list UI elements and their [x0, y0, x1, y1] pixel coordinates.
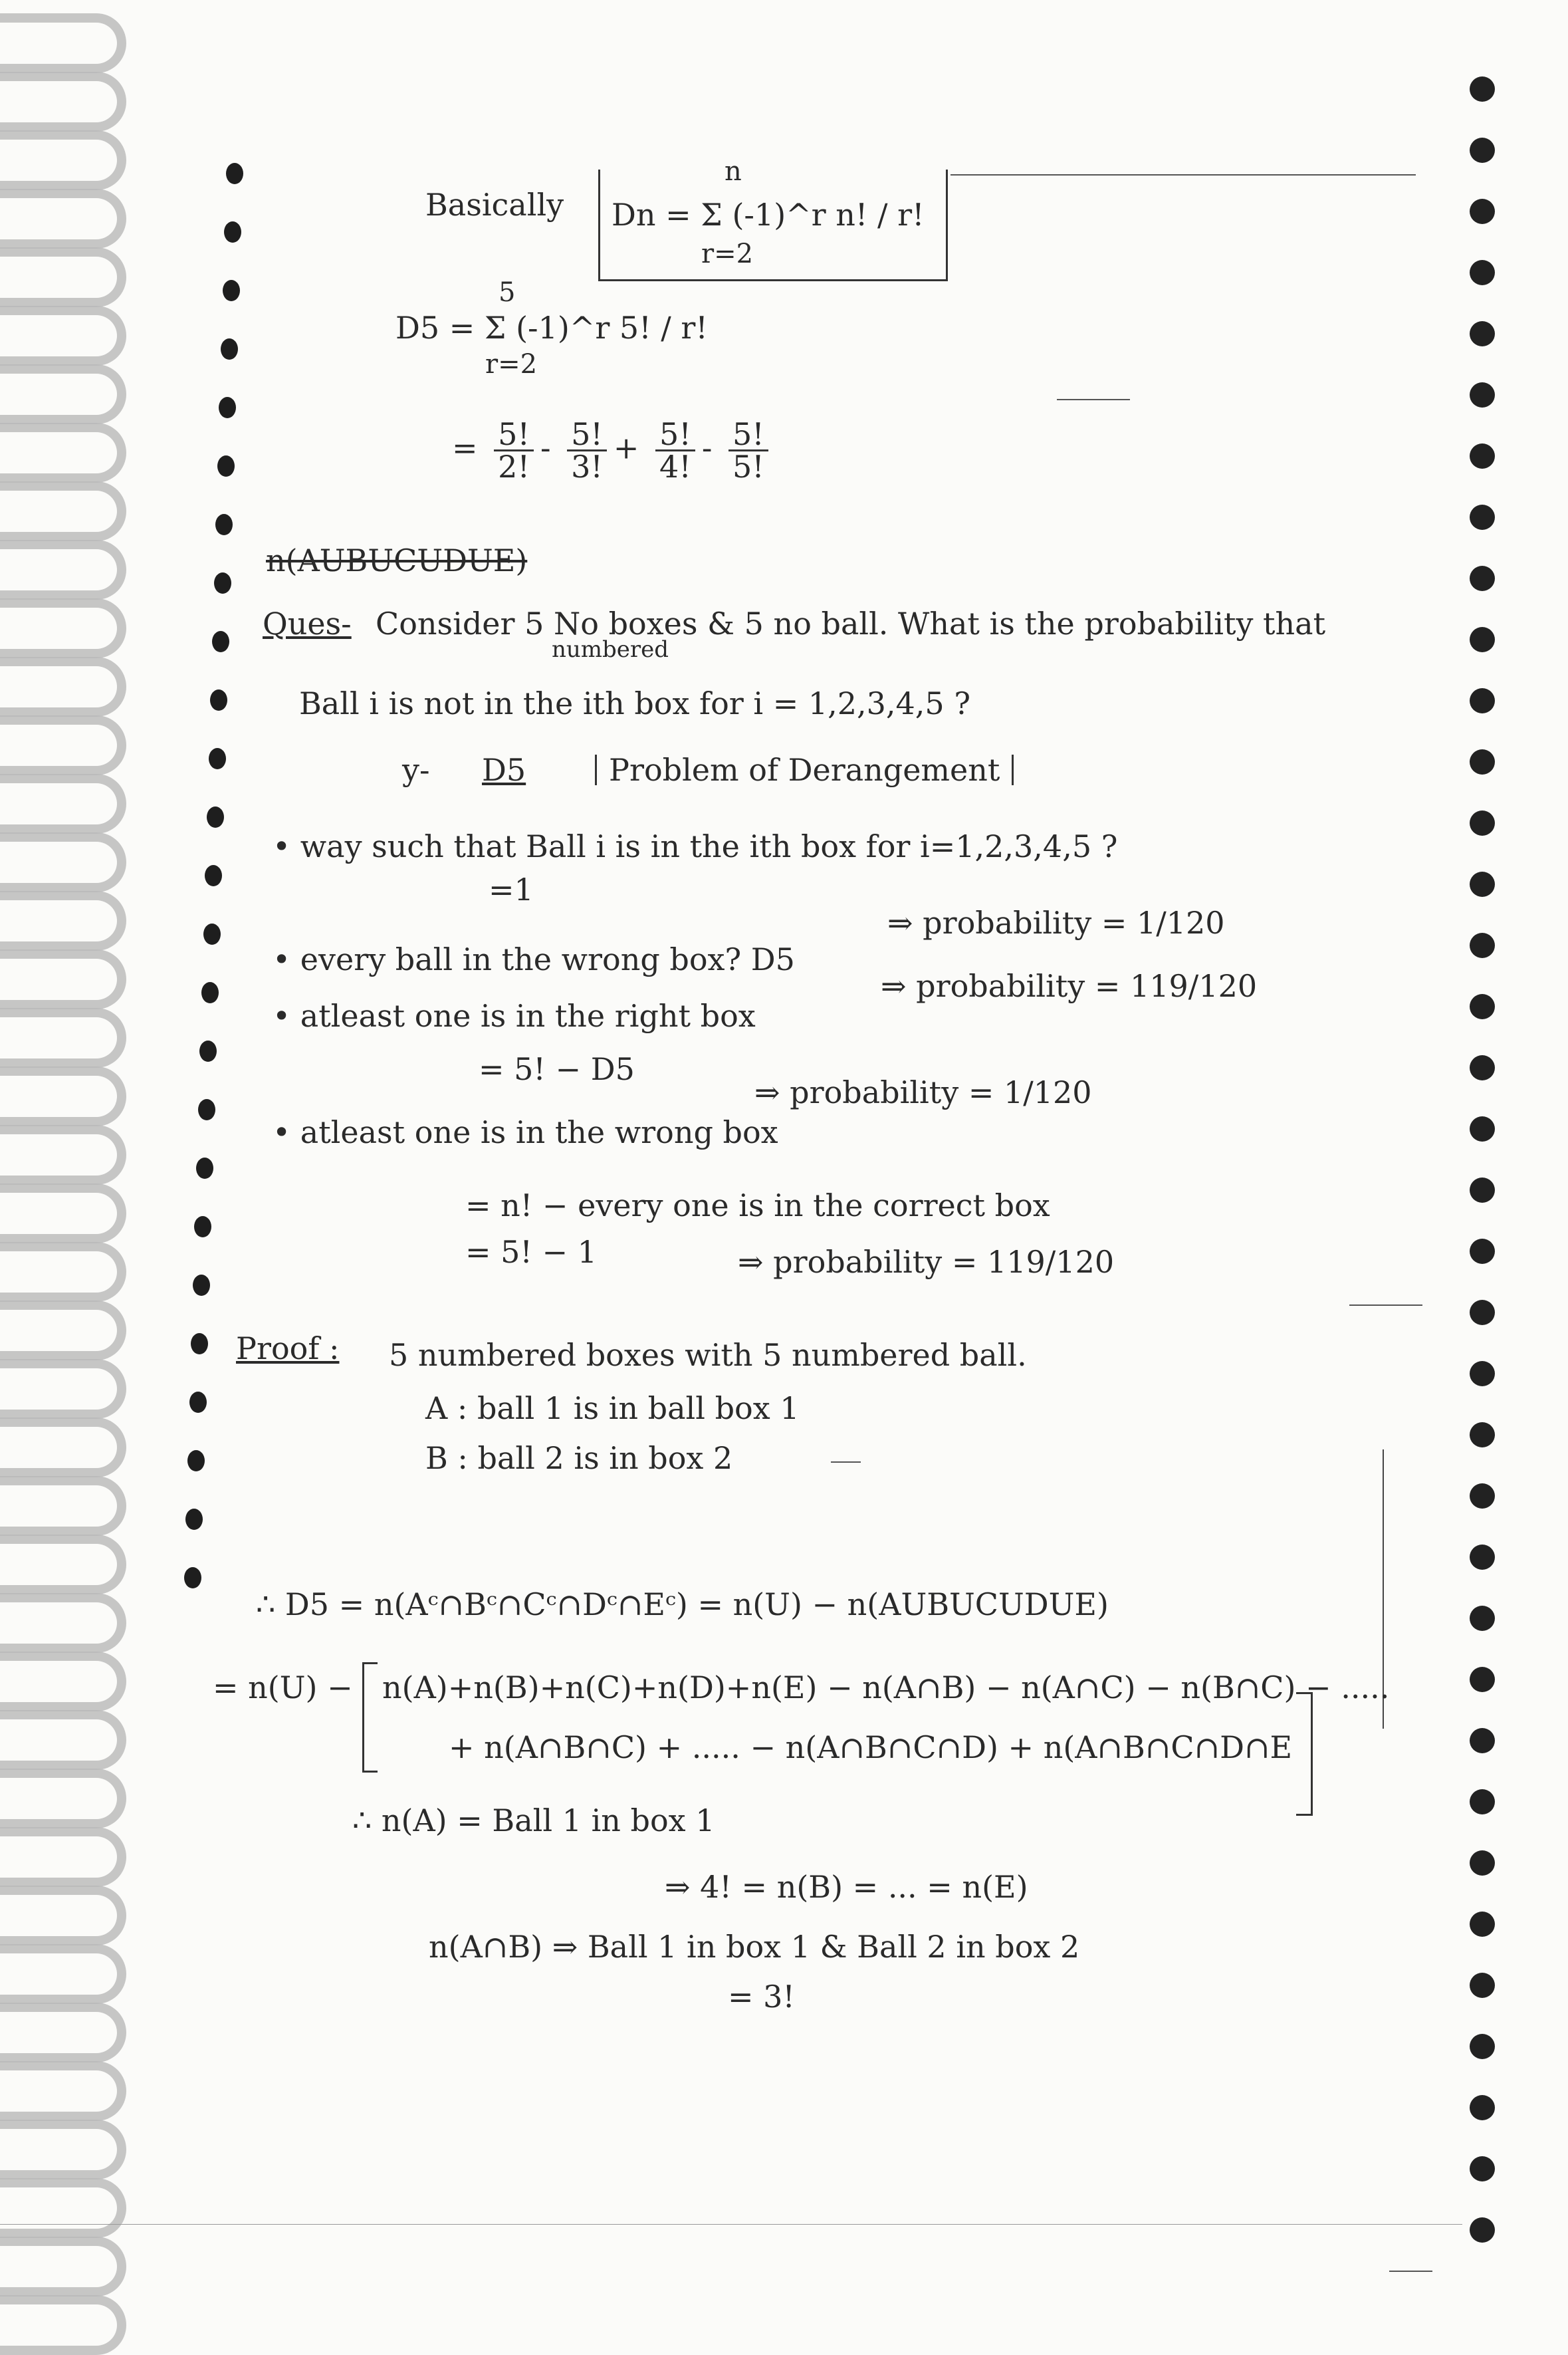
question-label: Ques- — [263, 606, 352, 642]
perforation-dot — [1470, 1912, 1495, 1937]
perforation-dot — [1470, 2095, 1495, 2120]
spiral-coil — [0, 1827, 126, 1887]
bullet-2-prob: ⇒ probability = 119/120 — [881, 968, 1258, 1004]
punch-hole — [191, 1333, 208, 1354]
spiral-coil — [0, 2003, 126, 2062]
bullet-3-value: = 5! − D5 — [479, 1051, 635, 1087]
punch-hole — [201, 982, 219, 1003]
spiral-coil — [0, 657, 126, 717]
spiral-coil — [0, 540, 126, 600]
answer-d5: D5 — [482, 752, 526, 788]
punch-hole — [215, 514, 233, 535]
bottom-rule — [0, 2224, 1462, 2225]
spiral-coil — [0, 774, 126, 834]
d5-formula: D5 = Σ (-1)^r 5! / r! — [395, 310, 708, 346]
spiral-coil — [0, 2295, 126, 2355]
spiral-coil — [0, 891, 126, 951]
spiral-coil — [0, 1476, 126, 1536]
d5-sum-upper: 5 — [499, 277, 516, 308]
punch-hole — [205, 865, 222, 886]
sum-upper: n — [725, 156, 742, 187]
punch-hole — [212, 631, 229, 652]
event-a: A : ball 1 is in ball box 1 — [425, 1390, 800, 1426]
spiral-coil — [0, 1301, 126, 1360]
d5-sum-lower: r=2 — [485, 349, 538, 380]
spiral-coil — [0, 1944, 126, 2004]
spiral-coil — [0, 2237, 126, 2296]
spiral-coil — [0, 715, 126, 775]
bullet-4-prob: ⇒ probability = 119/120 — [738, 1244, 1115, 1280]
perforation-dot — [1470, 199, 1495, 224]
punch-hole — [210, 689, 227, 711]
spiral-coil — [0, 13, 126, 73]
spiral-coil — [0, 423, 126, 483]
perforation-dot — [1470, 1055, 1495, 1080]
spiral-coil — [0, 306, 126, 366]
punch-hole — [217, 455, 235, 477]
answer-prefix: y- — [402, 752, 430, 788]
spiral-coil — [0, 1418, 126, 1477]
perforation-dot — [1470, 1973, 1495, 1998]
perforation-dot — [1470, 505, 1495, 530]
struck-union: n(AUBUCUDUE) — [266, 543, 528, 578]
nab-line: n(A∩B) ⇒ Ball 1 in box 1 & Ball 2 in box 2 — [429, 1929, 1080, 1965]
spiral-coil — [0, 72, 126, 132]
d5-expansion: = $\frac{5!}{2!}$ - $\frac{5!}{3!}$ + $\frac{5!}{4!}$ - $\frac{5!}{5!}$ — [452, 419, 775, 482]
top-rule — [951, 174, 1416, 176]
perforation-dot — [1470, 443, 1495, 469]
spiral-coil — [0, 1886, 126, 1945]
spiral-coil — [0, 598, 126, 658]
perforation-dot — [1470, 2156, 1495, 2181]
perforation-dot — [1470, 994, 1495, 1019]
punch-hole — [219, 397, 236, 418]
spiral-coil — [0, 364, 126, 424]
spiral-coil — [0, 247, 126, 307]
perforation-dot — [1470, 260, 1495, 285]
spiral-coil — [0, 1535, 126, 1594]
perforation-dot — [1470, 1667, 1495, 1692]
spiral-coil — [0, 1710, 126, 1770]
perforation-dot — [1470, 382, 1495, 408]
perforation-dot — [1470, 749, 1495, 775]
bullet-4-value-2: = 5! − 1 — [465, 1234, 597, 1270]
perforation-dot — [1470, 1545, 1495, 1570]
perforation-dot — [1470, 2034, 1495, 2059]
dash-mark-4 — [1389, 2271, 1432, 2272]
dn-formula: Dn = Σ (-1)^r n! / r! — [612, 197, 925, 233]
punch-hole — [187, 1450, 205, 1471]
perforation-dot — [1470, 1239, 1495, 1264]
spiral-coil — [0, 1769, 126, 1828]
basically-label: Basically — [425, 187, 564, 223]
perforation-dot — [1470, 1422, 1495, 1447]
proof-intro: 5 numbered boxes with 5 numbered ball. — [389, 1337, 1027, 1373]
bracket-left — [362, 1662, 378, 1773]
equation-1: ∴ D5 = n(Aᶜ∩Bᶜ∩Cᶜ∩Dᶜ∩Eᶜ) = n(U) − n(AUBUCUDUE) — [256, 1586, 1109, 1622]
punch-hole — [226, 163, 243, 184]
perforation-dot — [1470, 688, 1495, 713]
spiral-coil — [0, 1066, 126, 1126]
spiral-coil — [0, 1183, 126, 1243]
bullet-1-value: =1 — [489, 872, 534, 908]
na-line-2: ⇒ 4! = n(B) = ... = n(E) — [665, 1869, 1028, 1905]
punch-hole — [199, 1041, 217, 1062]
question-text-1: Consider 5 No boxes & 5 no ball. What is the probability that — [376, 606, 1326, 642]
perforation-dot — [1470, 1606, 1495, 1631]
punch-hole — [196, 1158, 213, 1179]
bracket-right — [1296, 1692, 1313, 1816]
perforation-dot — [1470, 1116, 1495, 1142]
punch-hole — [193, 1275, 210, 1296]
perforation-dot — [1470, 810, 1495, 836]
punch-hole — [221, 338, 238, 360]
spiral-coil — [0, 1008, 126, 1068]
proof-label: Proof : — [236, 1330, 340, 1366]
bullet-3-prob: ⇒ probability = 1/120 — [754, 1074, 1092, 1110]
spiral-coil — [0, 1652, 126, 1711]
bullet-4: • atleast one is in the wrong box — [273, 1114, 778, 1150]
punch-hole — [194, 1216, 211, 1237]
perforation-dot — [1470, 138, 1495, 163]
perforation-dot — [1470, 933, 1495, 958]
perforation-dot — [1470, 1361, 1495, 1386]
equation-2-prefix: = n(U) − — [213, 1670, 353, 1705]
dash-mark — [1057, 399, 1130, 400]
perforation-dot — [1470, 1728, 1495, 1753]
perforation-dot — [1470, 1850, 1495, 1876]
na-line: ∴ n(A) = Ball 1 in box 1 — [352, 1802, 715, 1838]
spiral-coil — [0, 1593, 126, 1653]
dash-mark-2 — [1349, 1304, 1422, 1306]
spiral-coil — [0, 1125, 126, 1185]
spiral-coil — [0, 481, 126, 541]
bullet-2: • every ball in the wrong box? D5 — [273, 941, 795, 977]
bullet-1-prob: ⇒ probability = 1/120 — [887, 905, 1225, 941]
punch-hole — [184, 1567, 201, 1588]
spiral-binding — [0, 0, 173, 2333]
punch-hole — [223, 280, 240, 301]
punch-hole — [224, 221, 241, 243]
numbered-note: numbered — [552, 636, 669, 663]
perforation-dot — [1470, 1178, 1495, 1203]
bullet-3: • atleast one is in the right box — [273, 998, 756, 1034]
punch-hole — [198, 1099, 215, 1120]
punch-hole — [185, 1509, 203, 1530]
equation-2-line-2: + n(A∩B∩C) + ..... − n(A∩B∩C∩D) + n(A∩B∩C∩D∩E — [449, 1729, 1293, 1765]
perforation-dot — [1470, 321, 1495, 346]
punch-hole — [207, 806, 224, 828]
bullet-1: • way such that Ball i is in the ith box for i=1,2,3,4,5 ? — [273, 828, 1118, 864]
spiral-coil — [0, 189, 126, 249]
spiral-coil — [0, 130, 126, 190]
perforation-dot — [1470, 1789, 1495, 1814]
punch-hole — [189, 1392, 207, 1413]
perforation-dot — [1470, 2217, 1495, 2243]
spiral-coil — [0, 1242, 126, 1302]
question-text-2: Ball i is not in the ith box for i = 1,2,3,4,5 ? — [299, 685, 970, 721]
spiral-coil — [0, 1359, 126, 1419]
derangement-note: Problem of Derangement — [595, 755, 1014, 785]
spiral-coil — [0, 2061, 126, 2121]
perforation-dot — [1470, 1300, 1495, 1325]
perforation-dot — [1470, 1483, 1495, 1509]
perforation-dot — [1470, 566, 1495, 591]
punch-hole — [209, 748, 226, 769]
sum-lower: r=2 — [701, 239, 754, 269]
perforation-dot — [1470, 627, 1495, 652]
equation-2-line-1: n(A)+n(B)+n(C)+n(D)+n(E) − n(A∩B) − n(A∩C) − n(B∩C) − ..... — [382, 1670, 1390, 1705]
dash-mark-3 — [831, 1461, 861, 1463]
event-b: B : ball 2 is in box 2 — [425, 1440, 733, 1476]
bullet-4-value: = n! − every one is in the correct box — [465, 1187, 1050, 1223]
perforation-dot — [1470, 76, 1495, 102]
punch-hole — [214, 572, 231, 594]
perforation-dot — [1470, 872, 1495, 897]
spiral-coil — [0, 832, 126, 892]
spiral-coil — [0, 949, 126, 1009]
spiral-coil — [0, 2120, 126, 2179]
punch-hole — [203, 924, 221, 945]
nab-line-2: = 3! — [728, 1979, 795, 2015]
spiral-coil — [0, 2178, 126, 2238]
